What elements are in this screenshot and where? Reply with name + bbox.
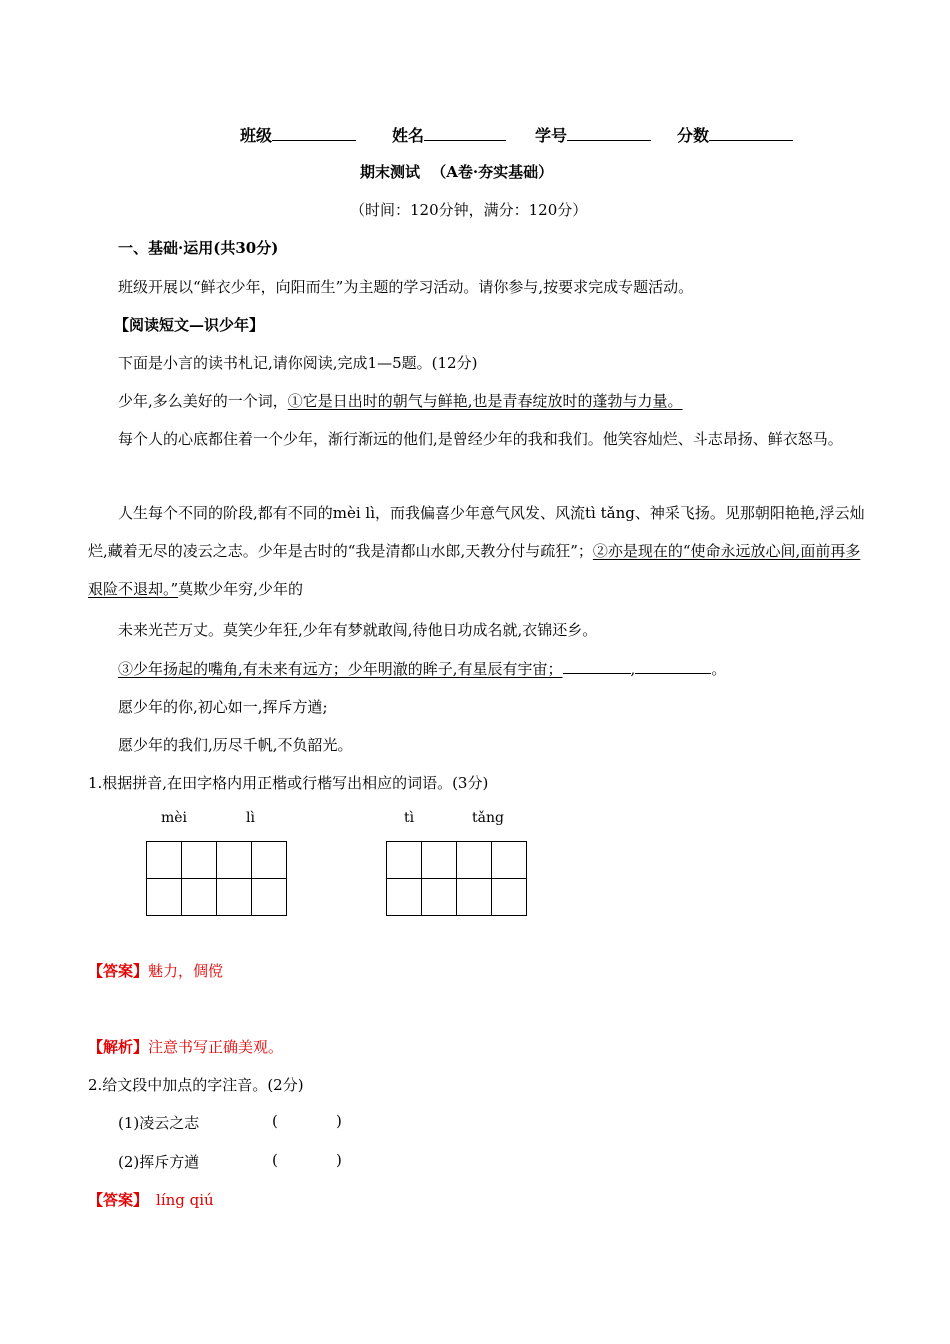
- class-label: 班级: [240, 126, 273, 145]
- q2-item-1: (1)凌云之志: [118, 1114, 200, 1132]
- p5-underlined: ③少年扬起的嘴角,有未来有远方；少年明澈的眸子,有星辰有宇宙；: [118, 660, 563, 678]
- id-label: 学号: [535, 126, 568, 145]
- q1-analysis: [88, 1036, 283, 1057]
- q1-answer-label: 【答案】: [88, 962, 149, 980]
- id-blank[interactable]: [567, 139, 651, 141]
- grid-cell[interactable]: [492, 842, 527, 879]
- p1-underlined: ①它是日出时的朝气与鲜艳,也是青春绽放时的蓬勃与力量。: [287, 392, 683, 410]
- id-field: [535, 123, 651, 146]
- section-heading: 一、基础·运用(共30分): [118, 239, 279, 257]
- q1-pinyin-2b: tǎng: [472, 810, 504, 826]
- grid-cell[interactable]: [457, 842, 492, 879]
- grid-cell[interactable]: [217, 879, 252, 916]
- grid-cell[interactable]: [182, 879, 217, 916]
- name-field: [392, 123, 506, 146]
- p5-blank-1[interactable]: [563, 672, 631, 674]
- grid-cell[interactable]: [457, 879, 492, 916]
- section-intro: 班级开展以“鲜衣少年，向阳而生”为主题的学习活动。请你参与,按要求完成专题活动。: [118, 278, 694, 296]
- q2-text: 2.给文段中加点的字注音。(2分): [88, 1076, 304, 1094]
- passage-p1: [118, 390, 683, 411]
- p5-blank-2[interactable]: [635, 672, 711, 674]
- passage-p7: 愿少年的我们,历尽千帆,不负韶光。: [118, 736, 353, 754]
- grid-cell[interactable]: [147, 879, 182, 916]
- section-subheading: 【阅读短文—识少年】: [114, 316, 265, 334]
- q1-answer: [88, 960, 223, 981]
- grid-cell[interactable]: [217, 842, 252, 879]
- writing-grid-2[interactable]: [386, 841, 527, 916]
- q2-answer-text: líng qiú: [156, 1191, 214, 1209]
- q1-pinyin-1b: lì: [246, 810, 255, 826]
- p2-text: 每个人的心底都住着一个少年，渐行渐远的他们,是曾经少年的我和我们。他笑容灿烂、斗志昂扬、鲜衣怒马。: [118, 430, 843, 448]
- q1-text: 1.根据拼音,在田字格内用正楷或行楷写出相应的词语。(3分): [88, 774, 489, 792]
- q1-answer-text: 魅力，倜傥: [148, 962, 224, 980]
- score-field: [677, 123, 793, 146]
- grid-cell[interactable]: [182, 842, 217, 879]
- q1-analysis-label: 【解析】: [88, 1038, 149, 1056]
- passage-p3: [88, 494, 868, 608]
- grid-cell[interactable]: [387, 842, 422, 879]
- q2-answer: [88, 1189, 214, 1210]
- p5-comma: ,: [630, 660, 636, 678]
- q2-item-2: (2)挥斥方遒: [118, 1153, 200, 1171]
- page-title: [360, 161, 553, 182]
- q2-paren-1-close: ): [336, 1112, 342, 1130]
- q1-analysis-text: 注意书写正确美观。: [148, 1038, 284, 1056]
- time-info: （时间：120分钟，满分：120分）: [350, 201, 588, 219]
- grid-cell[interactable]: [252, 842, 287, 879]
- grid-cell[interactable]: [387, 879, 422, 916]
- passage-p2: [88, 420, 868, 458]
- grid-cell[interactable]: [492, 879, 527, 916]
- grid-cell[interactable]: [422, 879, 457, 916]
- passage-p6: 愿少年的你,初心如一,挥斥方遒;: [118, 698, 328, 716]
- q2-answer-label: 【答案】: [88, 1191, 149, 1209]
- p1-text: 少年,多么美好的一个词，: [118, 392, 288, 410]
- grid-cell[interactable]: [147, 842, 182, 879]
- score-label: 分数: [677, 126, 710, 145]
- p3-text: 人生每个不同的阶段,都有不同的mèi lì，而我偏喜少年意气风发、风流tì tǎng、神采飞扬。见那朝阳艳艳,浮云灿烂,藏着无尽的凌云之志。少年是古时的“我是清都山水郎,天教分付与疏狂”；: [88, 504, 865, 560]
- p5-end: 。: [711, 660, 727, 678]
- name-label: 姓名: [392, 126, 425, 145]
- grid-cell[interactable]: [422, 842, 457, 879]
- passage-p5: [118, 658, 726, 679]
- q2-paren-2-open: (: [272, 1151, 278, 1169]
- q1-pinyin-2a: tì: [404, 810, 415, 826]
- p3-tail: 莫欺少年穷,少年的: [178, 580, 303, 598]
- score-blank[interactable]: [709, 139, 793, 141]
- class-blank[interactable]: [272, 139, 356, 141]
- grid-cell[interactable]: [252, 879, 287, 916]
- q1-pinyin-1a: mèi: [161, 810, 188, 826]
- class-field: [240, 123, 356, 146]
- writing-grid-1[interactable]: [146, 841, 287, 916]
- title-text: 期末测试: [360, 163, 421, 181]
- name-blank[interactable]: [424, 139, 506, 141]
- task-text: 下面是小言的读书札记,请你阅读,完成1—5题。(12分): [118, 354, 478, 372]
- q2-paren-1-open: (: [272, 1112, 278, 1130]
- q2-paren-2-close: ): [336, 1151, 342, 1169]
- subtitle-text: （A卷·夯实基础）: [431, 163, 554, 181]
- p3-underlined: ②亦是现在的“使命永远放心间,面前再多艰险不退却。”: [88, 542, 861, 598]
- passage-p4: 未来光芒万丈。莫笑少年狂,少年有梦就敢闯,待他日功成名就,衣锦还乡。: [118, 621, 598, 639]
